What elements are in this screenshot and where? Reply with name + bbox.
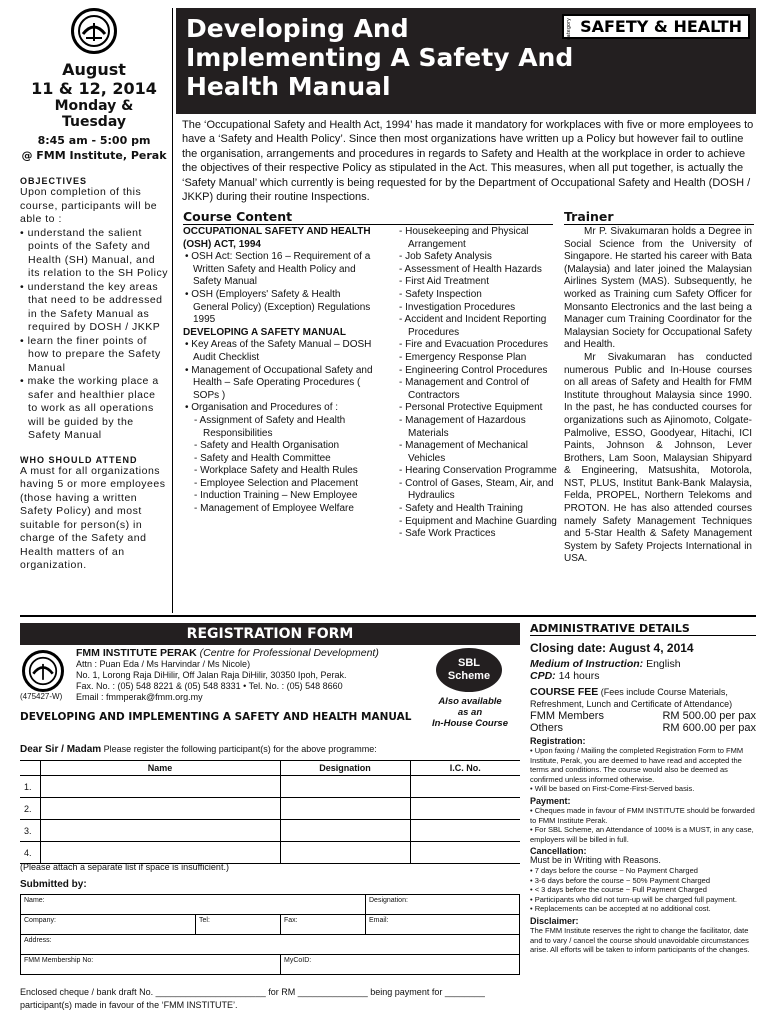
header-banner (176, 8, 756, 114)
list-item: - Investigation Procedures (399, 301, 516, 313)
sbl-scheme-badge (436, 648, 502, 692)
list-item: • Cheques made in favour of FMM INSTITUTE should be forwarded to FMM Institute Perak. (530, 805, 755, 825)
others-fee: RM 600.00 per pax (662, 722, 756, 734)
name-cell[interactable] (40, 798, 280, 820)
fee-row-members (530, 710, 756, 722)
cancellation-terms (530, 856, 756, 914)
venue: @ FMM Institute, Perak (21, 149, 167, 162)
category-text: SAFETY & HEALTH (580, 17, 742, 36)
time: 8:45 am - 5:00 pm (37, 134, 151, 147)
fmm-address-block (76, 648, 416, 703)
form-row (21, 955, 520, 975)
date-block (20, 60, 168, 162)
objectives-text (20, 186, 168, 443)
designation-cell[interactable] (280, 842, 410, 864)
form-row (21, 915, 520, 935)
email-line: Email : fmmperak@fmm.org.my (76, 692, 203, 702)
reg-number: (475427-W) (20, 692, 63, 701)
in-house-line-2: as an (457, 707, 483, 718)
designation-cell[interactable] (280, 820, 410, 842)
cancellation-intro: Must be in Writing with Reasons. (530, 855, 661, 866)
row-index: 1. (20, 776, 40, 798)
trainer-bio (564, 226, 752, 566)
list-item: - Safety and Health Training (399, 503, 523, 515)
ic-cell[interactable] (410, 820, 520, 842)
table-header-index (20, 761, 40, 776)
cpd-line (530, 670, 756, 682)
list-item: - Personal Protective Equipment (399, 402, 543, 414)
list-item: - Fire and Evacuation Procedures (399, 339, 548, 351)
participants-table (20, 760, 520, 864)
list-item: - Engineering Control Procedures (399, 364, 548, 376)
fee-row-others (530, 722, 756, 734)
course-col-1 (183, 226, 378, 516)
name-cell[interactable] (40, 776, 280, 798)
trainer-paragraph-1: Mr P. Sivakumaran holds a Degree in Social Science from the University of Singapore. He started his career with Bata (Malaysia) and later joined the Malaysian Airlines System (MAS). Subsequently, he worked as Training cum Safety Officer for Monsanto Electronics and the last being a Manager cum Training Coordinator for the Malaysian Society for Occupational Safety and Health. (564, 226, 752, 351)
table-row (20, 776, 520, 798)
disclaimer-heading: Disclaimer: (530, 915, 579, 926)
day-line-2: Tuesday (62, 114, 126, 130)
list-item: • Will be based on First-Come-First-Served basis. (530, 784, 695, 794)
trainer-heading: Trainer (564, 209, 754, 225)
list-item: - Workplace Safety and Health Rules (194, 465, 358, 477)
fee-heading: COURSE FEE (530, 686, 599, 698)
list-item: - Management of Hazardous Materials (399, 414, 526, 439)
cpd-label: CPD: (530, 670, 556, 682)
course-fee-block (530, 686, 756, 710)
developing-manual-heading: DEVELOPING A SAFETY MANUAL (183, 326, 346, 338)
closing-date: Closing date: August 4, 2014 (530, 641, 694, 655)
trainer-paragraph-2: Mr Sivakumaran has conducted numerous Public and In-House courses on all areas of Safety and Health for FMM Institute throughout Malaysia since 1990. In the past, he has conducted courses for organizations such as Ajinomoto, Colgate-Palmolive, ESSO, Goodyear, Hitachi, ICI Paints, Johnson & Johnson, Lever Brothers, Lam Soon, Malaysian Shipyard & Engineering, Matsushita, Motorola, NST, PLUS, Institut Bank-Bank Malaysia, Felda, PROPEL, Northern Telekoms and PROTON. He has also attended courses namely Safety Management Techniques and 5-Star Health & Safety Management System by Safety Projects International in USA. (564, 351, 752, 565)
objectives-heading: OBJECTIVES (20, 176, 88, 186)
objectives-intro: Upon completion of this course, participants will be able to : (20, 186, 158, 225)
table-header-ic: I.C. No. (410, 761, 520, 776)
address-line: No. 1, Lorong Raja DiHilir, Off Jalan Raja DiHilir, 30350 Ipoh, Perak. (76, 670, 347, 680)
list-item: • understand the salient points of the Safety and Health (SH) Manual, and its relation to the SH Policy (20, 226, 168, 279)
sidebar (20, 8, 168, 573)
list-item: - Induction Training – New Employee (194, 490, 358, 502)
cpd-value: 14 hours (558, 670, 600, 682)
registration-terms (530, 746, 756, 794)
section-divider (20, 615, 756, 617)
tel-field[interactable]: Tel: (196, 915, 281, 935)
fmm-org-name: FMM INSTITUTE PERAK (76, 647, 197, 659)
list-item: • For SBL Scheme, an Attendance of 100% is a MUST, in any case, employers will be billed in full. (530, 825, 754, 844)
admin-heading: ADMINISTRATIVE DETAILS (530, 622, 756, 636)
list-item: - Assessment of Health Hazards (399, 263, 542, 275)
designation-cell[interactable] (280, 776, 410, 798)
fmm-org-line (76, 648, 416, 659)
list-item: • Upon faxing / Mailing the completed Registration Form to FMM Institute, Perak, you are deemed to have read and accepted the terms and conditions. The course would also be deemed as confirmed unless informed otherwise. (530, 746, 744, 784)
table-header-row (20, 761, 520, 776)
address-field[interactable]: Address: (21, 935, 520, 955)
registration-form-title: REGISTRATION FORM (20, 623, 520, 645)
list-item: • OSH (Employers' Safety & Health General Policy) (Exception) Regulations 1995 (185, 288, 371, 326)
category-badge (562, 14, 750, 39)
registration-heading: Registration: (530, 736, 586, 746)
name-cell[interactable] (40, 842, 280, 864)
list-item: - Safety and Health Organisation (194, 440, 340, 452)
salutation-line (20, 744, 377, 755)
date-line-2: 11 & 12, 2014 (31, 79, 157, 98)
members-fee: RM 500.00 per pax (662, 710, 756, 722)
divider (172, 8, 173, 613)
list-item: - Hearing Conservation Programme (399, 465, 557, 477)
list-item: - First Aid Treatment (399, 276, 490, 288)
attn-line: Attn : Puan Eda / Ms Harvindar / Ms Nicole) (76, 659, 251, 669)
fmm-logo-small-icon (22, 650, 64, 692)
admin-details (530, 622, 756, 955)
list-item: • understand the key areas that need to be addressed in the Safety Manual as required by DOSH / JKKP (20, 280, 163, 333)
form-row (21, 935, 520, 955)
payment-heading: Payment: (530, 795, 571, 806)
members-label: FMM Members (530, 710, 604, 722)
register-request: Please register the following participant(s) for the above programme: (103, 744, 377, 754)
medium-label: Medium of Instruction: (530, 658, 644, 670)
list-item: • < 3 days before the course ~ Full Payment Charged (530, 885, 707, 895)
list-item: • Replacements can be accepted at no additional cost. (530, 904, 711, 914)
row-index: 3. (20, 820, 40, 842)
submitted-by: Submitted by: (20, 879, 87, 890)
list-item: - Control of Gases, Steam, Air, and Hydraulics (399, 477, 554, 502)
list-item: - Housekeeping and Physical Arrangement (399, 226, 529, 250)
list-item: - Safe Work Practices (399, 528, 496, 540)
row-index: 4. (20, 842, 40, 864)
designation-field[interactable]: Designation: (366, 895, 520, 915)
list-item: - Accident and Incident Reporting Procedures (399, 314, 547, 338)
fmm-logo-icon (71, 8, 117, 54)
list-item: • Organisation and Procedures of : (185, 402, 339, 414)
cheque-line-1: Enclosed cheque / bank draft No. ______________________ for RM ______________ being payment for ________ (20, 987, 485, 997)
list-item: - Equipment and Machine Guarding (399, 515, 557, 527)
contact-line: Fax. No. : (05) 548 8221 & (05) 548 8331 • Tel. No. : (05) 548 8660 (76, 681, 343, 691)
mycoid-field[interactable]: MyCoID: (281, 955, 520, 975)
name-cell[interactable] (40, 820, 280, 842)
intro-paragraph: The ‘Occupational Safety and Health Act, 1994’ has made it mandatory for workplaces with five or more employees to have a ‘Safety and Health Policy’. Since then most organizations have written up a Policy but however fail to outline the organisation, arrangements and procedures in regards to Safety and Health at the workplace in order to achieve the objectives of their respective Policy as stipulated in the Act. This measures, when all put together, is actually the ‘Safety Manual’ which currently is being requested for by the Department of Occupational Safety and Health (DOSH / JKKP) during their routine Inspections. (182, 119, 754, 204)
who-should-attend-text: A must for all organizations having 5 or more employees (those having a written Safety Policy) and most suitable for person(s) in charge of the Safety and Health matters of an organization. (20, 464, 166, 571)
salutation: Dear Sir / Madam (20, 744, 102, 755)
cancellation-heading: Cancellation: (530, 846, 587, 857)
list-item: • 7 days before the course ~ No Payment Charged (530, 865, 698, 875)
attach-note: (Please attach a separate list if space is insufficient.) (20, 862, 229, 872)
fmm-logo-small-wrap (22, 650, 64, 692)
list-item: - Safety and Health Committee (194, 452, 331, 464)
in-house-line-1: Also available (438, 696, 502, 707)
table-row (20, 842, 520, 864)
fmm-logo-wrap (20, 8, 168, 54)
submitter-form (20, 894, 520, 975)
in-house-line-3: In-House Course (431, 718, 508, 729)
payment-terms (530, 806, 756, 844)
list-item: - Management of Employee Welfare (194, 503, 354, 515)
list-item: • Participants who did not turn-up will be charged full payment. (530, 894, 737, 904)
list-item: • make the working place a safer and healthier place to work as all operations will be guided by the Safety Manual (20, 375, 159, 441)
list-item: - Safety Inspection (399, 288, 482, 300)
cheque-line-2: participant(s) made in favour of the ‘FMM INSTITUTE’. (20, 1000, 238, 1010)
course-content-heading: Course Content (183, 209, 553, 225)
course-col-2 (388, 226, 558, 541)
fax-field[interactable]: Fax: (281, 915, 366, 935)
list-item: - Management of Mechanical Vehicles (399, 440, 528, 464)
email-field[interactable]: Email: (366, 915, 520, 935)
row-index: 2. (20, 798, 40, 820)
others-label: Others (530, 722, 564, 734)
list-item: • 3-6 days before the course ~ 50% Payment Charged (530, 875, 711, 885)
company-field[interactable]: Company: (21, 915, 196, 935)
reg-course-title: DEVELOPING AND IMPLEMENTING A SAFETY AND HEALTH MANUAL (20, 711, 412, 723)
in-house-note (420, 696, 520, 729)
medium-line (530, 658, 756, 670)
form-row (21, 895, 520, 915)
disclaimer-text: The FMM Institute reserves the right to change the facilitator, date and to vary / cancel the course should unavoidable circumstances arise. All efforts will be taken to inform participants of the changes. (530, 925, 750, 955)
ic-cell[interactable] (410, 842, 520, 864)
list-item: - Emergency Response Plan (399, 351, 527, 363)
fee-note: (Fees include Course Materials, Refreshment, Lunch and Certificate of Attendance) (530, 687, 733, 709)
list-item: - Assignment of Safety and Health Responsibilities (194, 414, 346, 439)
ic-cell[interactable] (410, 798, 520, 820)
osh-act-heading: OCCUPATIONAL SAFETY AND HEALTH (OSH) ACT, 1994 (183, 226, 371, 250)
list-item: • Management of Occupational Safety and Health – Safe Operating Procedures ( SOPs ) (185, 364, 373, 401)
sbl-line-2: Scheme (447, 670, 491, 682)
designation-cell[interactable] (280, 798, 410, 820)
fmm-org-sub: (Centre for Professional Development) (199, 647, 379, 659)
list-item: • learn the finer points of how to prepare the Safety Manual (20, 334, 161, 374)
table-row (20, 798, 520, 820)
date-line-1: August (62, 60, 126, 79)
medium-value: English (646, 658, 681, 670)
cheque-note (20, 986, 520, 1012)
list-item: • OSH Act: Section 16 – Requirement of a Written Safety and Health Policy and Safety Manual (185, 251, 371, 288)
sbl-line-1: SBL (458, 657, 480, 669)
list-item: - Job Safety Analysis (399, 251, 492, 263)
list-item: - Management and Control of Contractors (399, 377, 530, 401)
name-field[interactable]: Name: (21, 895, 366, 915)
table-row (20, 820, 520, 842)
page-title: Developing And Implementing A Safety And Health Manual (186, 14, 574, 101)
ic-cell[interactable] (410, 776, 520, 798)
list-item: - Employee Selection and Placement (194, 477, 358, 489)
table-header-name: Name (40, 761, 280, 776)
day-line-1: Monday & (54, 98, 134, 114)
who-should-attend-heading: WHO SHOULD ATTEND (20, 454, 138, 465)
list-item: • Key Areas of the Safety Manual – DOSH Audit Checklist (185, 339, 372, 363)
table-header-designation: Designation (280, 761, 410, 776)
objectives-list (20, 227, 168, 443)
membership-field[interactable]: FMM Membership No: (21, 955, 281, 975)
category-label: category (566, 18, 573, 41)
